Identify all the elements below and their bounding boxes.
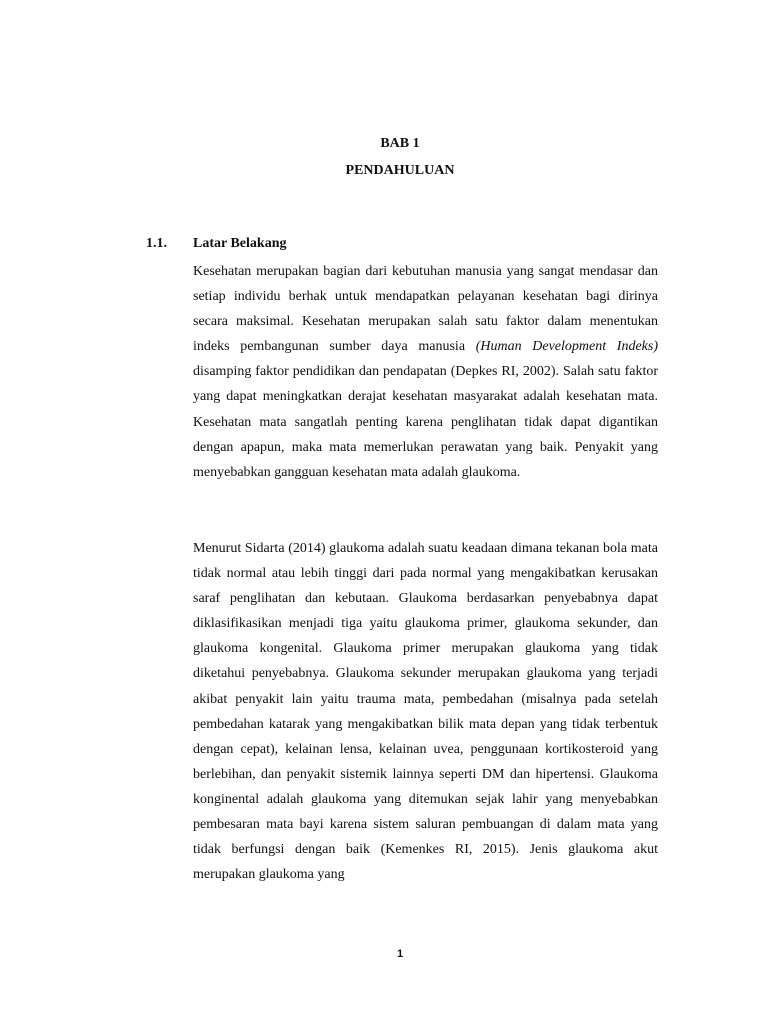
chapter-number: BAB 1 (380, 136, 420, 151)
paragraph-text: Kesehatan merupakan bagian dari kebutuhan manusia yang sangat mendasar dan setiap individu berhak untuk mendapatkan pelayanan kesehatan bagi dirinya secara maksimal. Kesehatan merupakan salah satu faktor dalam menentukan indeks pembangunan sumber daya manusia (193, 264, 658, 355)
page-number: 1 (396, 948, 404, 960)
paragraph-latar-belakang-2: Menurut Sidarta (2014) glaukoma adalah suatu keadaan dimana tekanan bola mata tidak normal atau lebih tinggi dari pada normal yang mengakibatkan kerusakan saraf penglihatan dan kebutaan. Glaukoma berdasarkan penyebabnya dapat diklasifikasikan menjadi tiga yaitu glaukoma primer, glaukoma sekunder, dan glaukoma kongenital. Glaukoma primer merupakan glaukoma yang tidak diketahui penyebabnya. Glaukoma sekunder merupakan glaukoma yang terjadi akibat penyakit lain yaitu trauma mata, pembedahan (misalnya pada setelah pembedahan katarak yang mengakibatkan bilik mata depan yang tidak terbentuk dengan cepat), kelainan lensa, kelainan uvea, penggunaan kortikosteroid yang berlebihan, dan penyakit sistemik lainnya seperti DM dan hipertensi. Glaukoma konginental adalah glaukoma yang ditemukan sejak lahir yang menyebabkan pembesaran mata bayi karena sistem saluran pembuangan di dalam mata yang tidak berfungsi dengan baik (Kemenkes RI, 2015). Jenis glaukoma akut merupakan glaukoma yang (193, 541, 658, 883)
paragraph-text: disamping faktor pendidikan dan pendapatan (Depkes RI, 2002). Salah satu faktor yang dapat meningkatkan derajat kesehatan masyarakat adalah kesehatan mata. Kesehatan mata sangatlah penting karena penglihatan tidak dapat digantikan dengan apapun, maka mata memerlukan perawatan yang baik. Penyakit yang menyebabkan gangguan kesehatan mata adalah glaukoma. (193, 364, 658, 480)
paragraph-italic-term: (Human Development Indeks) (475, 339, 658, 355)
paragraph-latar-belakang-1 (193, 259, 658, 485)
section-title: Latar Belakang (193, 236, 287, 251)
chapter-title: PENDAHULUAN (345, 163, 455, 178)
section-number: 1.1. (146, 236, 167, 251)
